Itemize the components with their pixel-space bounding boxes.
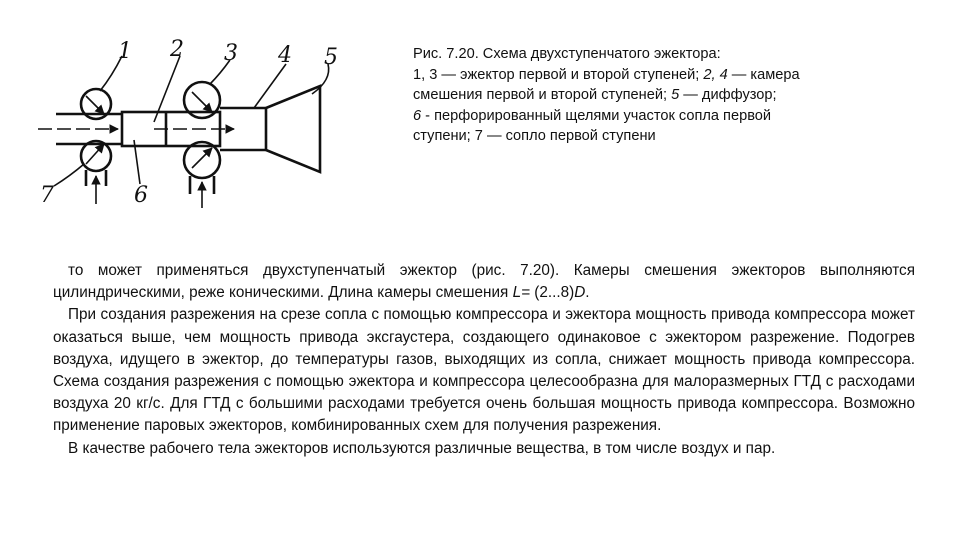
caption-line-4 (413, 106, 913, 127)
caption-italic: 2, 4 (703, 66, 728, 83)
formula-L: L= (512, 284, 531, 302)
label-1: 1 (118, 39, 132, 64)
caption-line-5: ступени; 7 — сопло первой ступени (413, 128, 656, 144)
formula-D: D (574, 284, 586, 302)
caption-text: — камера (727, 66, 800, 83)
caption-italic: 5 (671, 87, 680, 103)
diffuser (266, 86, 320, 172)
ejector-1-bottom (81, 141, 111, 171)
label-3: 3 (224, 41, 238, 66)
label-7: 7 (40, 183, 54, 208)
figure-caption (413, 44, 913, 147)
paragraph-text: то может применяться двухступенчатый эжектор (рис. 7.20). Камеры смешения эжекторов выполняются цилиндрическими, реже коническими. Длина камеры смешения (53, 262, 915, 302)
caption-text: 1, 3 — эжектор первой и второй ступеней; (413, 66, 704, 83)
label-6: 6 (134, 183, 148, 208)
ejector-diagram (34, 36, 364, 232)
caption-italic: 6 (413, 107, 422, 124)
paragraph-1 (53, 260, 915, 304)
caption-title: Рис. 7.20. Схема двухступенчатого эжектора: (413, 46, 721, 62)
ejector-3-bottom (184, 142, 220, 178)
paragraph-text: . (585, 284, 590, 302)
body-text (53, 260, 915, 460)
paragraph-2: При создания разрежения на срезе сопла с помощью компрессора и эжектора мощность привода компрессора может оказаться выше, чем мощность привода эксгаустера, создающего одинаковое с эжектором разрежение. Подогрев воздуха, идущего в эжектор, до температуры газов, выходящих из сопла, снижает мощность привода компрессора. Схема создания разрежения с помощью эжектора и компрессора целесообразна для малоразмерных ГТД с расходами воздуха 20 кг/с. Для ГТД с большими расходами требуется очень большая мощность привода компрессора. Возможно применение паровых эжекторов, комбинированных схем для получения разрежения. (53, 306, 915, 435)
caption-line-3 (413, 85, 913, 106)
label-5: 5 (324, 45, 338, 70)
label-2: 2 (170, 37, 184, 62)
caption-text: смешения первой и второй ступеней; (413, 87, 672, 103)
label-4: 4 (278, 43, 292, 68)
caption-text: — диффузор; (679, 87, 777, 103)
formula-range: (2...8) (530, 284, 575, 302)
caption-line-2 (413, 65, 913, 86)
mixing-chamber-2 (220, 108, 266, 150)
paragraph-3: В качестве рабочего тела эжекторов используются различные вещества, в том числе воздух и пар. (68, 439, 776, 457)
caption-text: - перфорированный щелями участок сопла первой (421, 107, 772, 124)
